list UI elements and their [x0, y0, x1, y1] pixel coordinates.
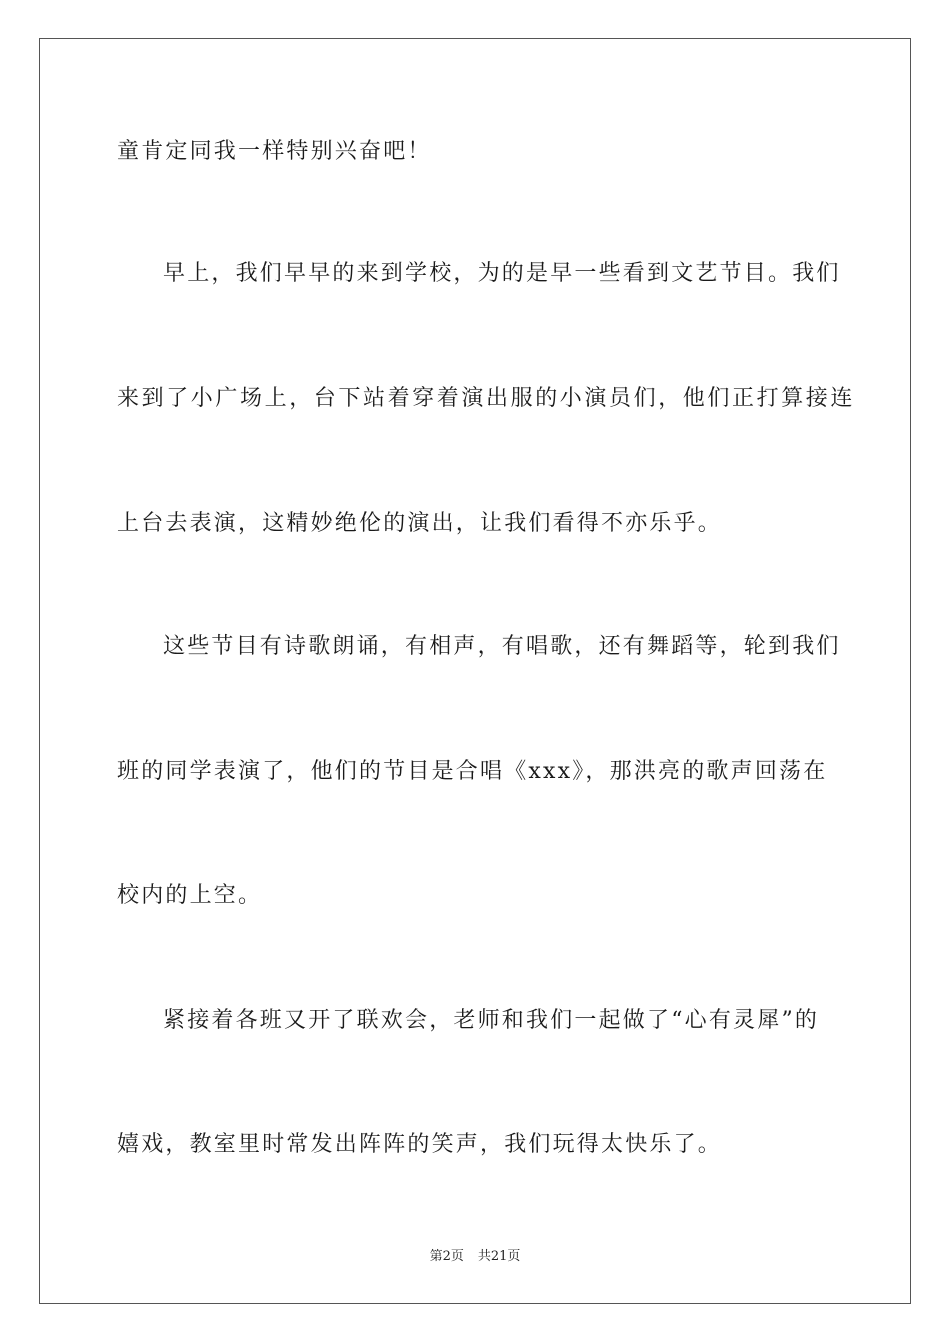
paragraph-2-line-2: 班的同学表演了，他们的节目是合唱《xxx》，那洪亮的歌声回荡在	[117, 759, 828, 784]
page-footer	[0, 1248, 950, 1266]
text-line-1: 童肯定同我一样特别兴奋吧！	[117, 139, 432, 164]
page-total: 共21页	[477, 1249, 521, 1264]
page-number: 第2页	[429, 1249, 464, 1264]
paragraph-1-line-2: 来到了小广场上，台下站着穿着演出服的小演员们，他们正打算接连	[117, 386, 856, 411]
paragraph-3-line-1: 紧接着各班又开了联欢会，老师和我们一起做了“心有灵犀”的	[163, 1008, 820, 1033]
page-border	[39, 38, 911, 1304]
paragraph-1-line-1: 早上，我们早早的来到学校，为的是早一些看到文艺节目。我们	[163, 261, 841, 286]
paragraph-1-line-3: 上台去表演，这精妙绝伦的演出，让我们看得不亦乐乎。	[117, 511, 723, 536]
paragraph-2-line-3: 校内的上空。	[117, 883, 263, 908]
paragraph-2-line-1: 这些节目有诗歌朗诵，有相声，有唱歌，还有舞蹈等，轮到我们	[163, 634, 841, 659]
paragraph-3-line-2: 嬉戏，教室里时常发出阵阵的笑声，我们玩得太快乐了。	[117, 1132, 723, 1157]
